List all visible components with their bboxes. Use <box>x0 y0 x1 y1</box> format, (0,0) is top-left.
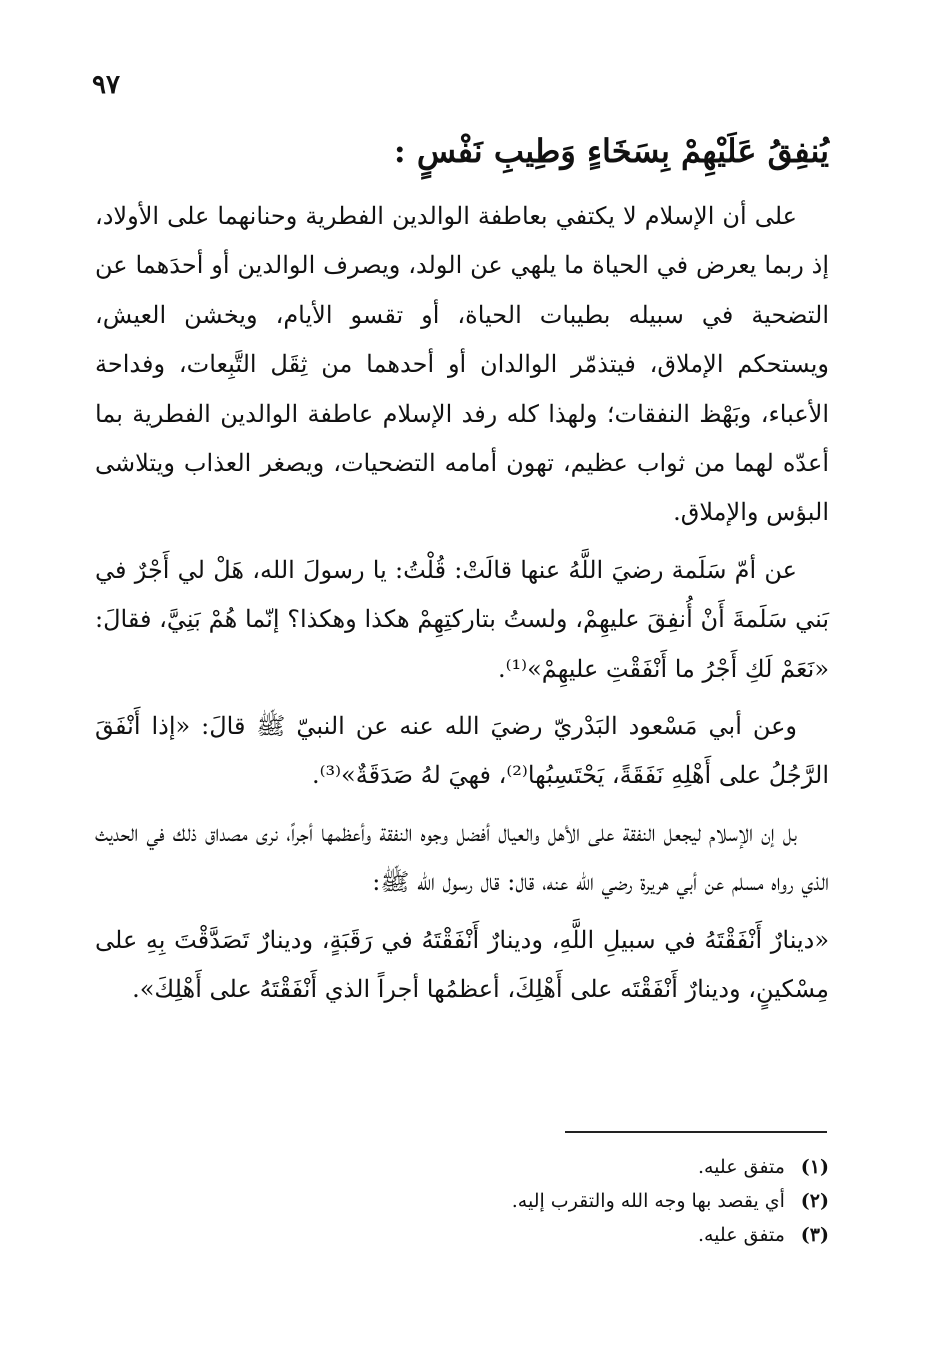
footnote-text: أي يقصد بها وجه الله والتقرب إليه. <box>511 1190 785 1212</box>
footnote-text: متفق عليه. <box>697 1224 785 1246</box>
footnote-number: (١) <box>800 1156 829 1178</box>
paragraph-spending-virtue: بل إن الإسلام ليجعل النفقة على الأهل والعيال أفضل وجوه النفقة وأعظمها أجراً، نرى مصداق ذلك في الحديث الذي رواه مسلم عن أبي هريرة رضي الله عنه، قال: قال رسول الله ﷺ: <box>95 818 829 897</box>
paragraph-intro: على أن الإسلام لا يكتفي بعاطفة الوالدين الفطرية وحنانهما على الأولاد، إذ ربما يعرض في الحياة ما يلهي عن الولد، ويصرف الوالدين أو أحدَهما عن التضحية في سبيله بطيبات الحياة، أو تقسو الأيام، ويخشن العيش، ويستحكم الإملاق، فيتذمّر الوالدان أو أحدهما من ثِقَل التَّبِعات، وفداحة الأعباء، وبَهْظ النفقات؛ ولهذا كله رفد الإسلام عاطفة الوالدين الفطرية بما أعدّه لهما من ثواب عظيم، تهون أمامه التضحيات، ويصغر العذاب ويتلاشى البؤس والإملاق. <box>95 202 829 527</box>
footnote <box>300 1184 829 1218</box>
footnote-text: متفق عليه. <box>697 1156 785 1178</box>
footnote-divider <box>565 1131 827 1133</box>
footnote <box>300 1150 829 1184</box>
body-text <box>95 192 829 1023</box>
footnote <box>300 1218 829 1252</box>
page-number: ٩٧ <box>92 70 120 100</box>
footnote-number: (٢) <box>800 1190 829 1212</box>
paragraph-hadith-dinar: «دينارٌ أَنْفَقْتَهُ في سبيلِ اللَّهِ، ودينارٌ أَنْفَقْتَهُ في رَقَبَةٍ، ودينارٌ تَصَدَّقْتَ بِهِ على مِسْكينٍ، ودينارٌ أَنْفَقْتَه على أَهْلِكَ، أعظمُها أجراً الذي أَنْفَقْتَهُ على أَهْلِكَ». <box>95 925 829 1004</box>
footnote-number: (٣) <box>800 1224 829 1246</box>
footnotes <box>300 1150 829 1252</box>
paragraph-hadith-abu-masud: وعن أبي مَسْعود البَدْريّ رضيَ الله عنه عن النبيّ ﷺ قالَ: «إذا أَنْفَقَ الرَّجُلُ على أَهْلِهِ نَفَقَةً، يَحْتَسِبُها⁽²⁾، فهيَ لهُ صَدَقَةٌ»⁽³⁾. <box>95 712 829 790</box>
section-heading: يُنفِقُ عَلَيْهِمْ بِسَخَاءٍ وَطِيبِ نَفْسٍ : <box>393 132 829 170</box>
paragraph-hadith-umm-salama: عن أمّ سَلَمة رضيَ اللَّهُ عنها قالَتْ: قُلْتُ: يا رسولَ الله، هَلْ لي أَجْرٌ في بَني سَلَمةَ أَنْ أُنفِقَ عليهِمْ، ولستُ بتاركتِهِمْ هكذا وهكذا؟ إنّما هُمْ بَنِيَّ، فقالَ: «نَعَمْ لَكِ أَجْرُ ما أَنْفَقْتِ عليهِمْ»⁽¹⁾. <box>95 555 829 683</box>
